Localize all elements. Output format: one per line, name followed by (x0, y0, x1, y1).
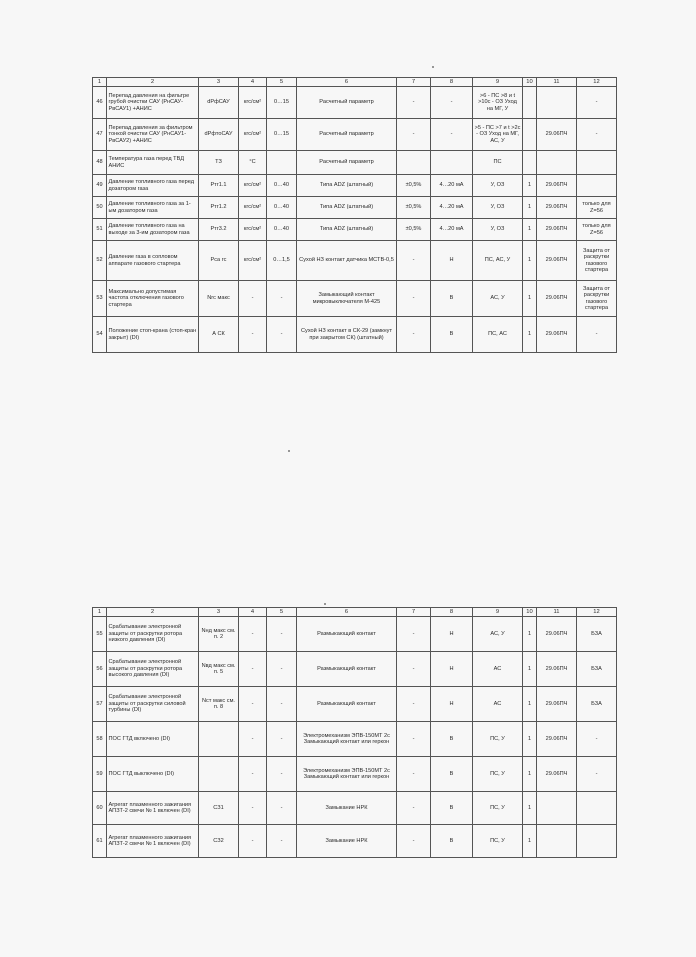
quantity: 1 (523, 825, 537, 858)
unit: - (239, 281, 267, 317)
quantity: 1 (523, 219, 537, 241)
alarm-action: >6 - ПС >8 и t >10с - ОЗ Уход на МГ, У (473, 87, 523, 119)
sensor-type: Типа ADZ (штатный) (297, 219, 397, 241)
document-ref: 29.06ПЧ (537, 317, 577, 353)
header-cell: 2 (107, 78, 199, 87)
unit: - (239, 722, 267, 757)
accuracy: ±0,5% (397, 197, 431, 219)
range: 0…15 (267, 119, 297, 151)
accuracy: - (397, 281, 431, 317)
unit: кгс/см² (239, 119, 267, 151)
document-ref: 29.06ПЧ (537, 119, 577, 151)
note: - (577, 757, 617, 792)
alarm-action: ПС, У (473, 792, 523, 825)
document-ref: 29.06ПЧ (537, 281, 577, 317)
header-cell: 12 (577, 608, 617, 617)
quantity (523, 151, 537, 175)
parameter-symbol: А СК (199, 317, 239, 353)
range: - (267, 317, 297, 353)
alarm-action: У, ОЗ (473, 175, 523, 197)
row-number: 59 (93, 757, 107, 792)
accuracy: - (397, 652, 431, 687)
parameter-name: Агрегат плазменного зажигания АПЗТ-2 свечи № 1 включен (DI) (107, 792, 199, 825)
sensor-type: Замыкающий контакт микровыключателя М-425 (297, 281, 397, 317)
accuracy: - (397, 757, 431, 792)
sensor-type: Электромеханизм ЭПВ-150МТ 2с Замыкающий контакт или геркон (297, 722, 397, 757)
range: - (267, 652, 297, 687)
table-header-row (93, 78, 617, 87)
signal (431, 151, 473, 175)
row-number: 48 (93, 151, 107, 175)
range: - (267, 757, 297, 792)
unit: кгс/см² (239, 241, 267, 281)
table-row (93, 281, 617, 317)
sensor-type: Типа ADZ (штатный) (297, 197, 397, 219)
alarm-action: ПС, У (473, 825, 523, 858)
parameter-symbol: Ртг1.2 (199, 197, 239, 219)
unit: - (239, 317, 267, 353)
table-row (93, 87, 617, 119)
document-ref (537, 792, 577, 825)
quantity (523, 119, 537, 151)
table-row (93, 652, 617, 687)
accuracy: - (397, 317, 431, 353)
table-row (93, 617, 617, 652)
document-ref (537, 151, 577, 175)
table-row (93, 792, 617, 825)
parameter-name: Давление топливного газа перед дозатором газа (107, 175, 199, 197)
note (577, 175, 617, 197)
header-cell: 7 (397, 608, 431, 617)
accuracy: - (397, 119, 431, 151)
range: 0…1,5 (267, 241, 297, 281)
unit: кгс/см² (239, 197, 267, 219)
header-cell: 9 (473, 78, 523, 87)
note: - (577, 317, 617, 353)
header-cell: 4 (239, 608, 267, 617)
alarm-action: У, ОЗ (473, 219, 523, 241)
parameter-symbol: Nвд макс см. п. 5 (199, 652, 239, 687)
signal: - (431, 119, 473, 151)
note (577, 792, 617, 825)
quantity: 1 (523, 197, 537, 219)
accuracy: - (397, 825, 431, 858)
unit: - (239, 825, 267, 858)
signal: Н (431, 652, 473, 687)
accuracy: - (397, 617, 431, 652)
parameter-name: Положение стоп-крана (стоп-кран закрыт) (DI) (107, 317, 199, 353)
note: БЗА (577, 652, 617, 687)
quantity: 1 (523, 652, 537, 687)
document-ref: 29.06ПЧ (537, 757, 577, 792)
alarm-action: АС (473, 687, 523, 722)
document-ref: 29.06ПЧ (537, 197, 577, 219)
table-row (93, 825, 617, 858)
quantity: 1 (523, 241, 537, 281)
parameter-name: Срабатывание электронной защиты от раскрутки силовой турбины (DI) (107, 687, 199, 722)
note: БЗА (577, 617, 617, 652)
alarm-action: ПС (473, 151, 523, 175)
table-row (93, 197, 617, 219)
range: - (267, 281, 297, 317)
sensor-type: Замыкание НРК (297, 792, 397, 825)
scan-speck (432, 66, 434, 68)
note: только для Z=56 (577, 197, 617, 219)
signal: Н (431, 617, 473, 652)
alarm-action: АС, У (473, 617, 523, 652)
range: - (267, 722, 297, 757)
accuracy: ±0,5% (397, 175, 431, 197)
signal: - (431, 87, 473, 119)
row-number: 51 (93, 219, 107, 241)
parameter-symbol: dPфтоСАУ (199, 119, 239, 151)
table-row (93, 722, 617, 757)
range (267, 151, 297, 175)
sensor-type: Размыкающий контакт (297, 687, 397, 722)
row-number: 47 (93, 119, 107, 151)
header-cell: 10 (523, 78, 537, 87)
alarm-action: У, ОЗ (473, 197, 523, 219)
unit: - (239, 652, 267, 687)
note: Защита от раскрутки газового стартера (577, 241, 617, 281)
range: - (267, 617, 297, 652)
quantity: 1 (523, 757, 537, 792)
parameter-name: ПОС ГТД включено (DI) (107, 722, 199, 757)
header-cell: 8 (431, 608, 473, 617)
signal: В (431, 317, 473, 353)
document-ref: 29.06ПЧ (537, 687, 577, 722)
table-row (93, 317, 617, 353)
row-number: 58 (93, 722, 107, 757)
accuracy: ±0,5% (397, 219, 431, 241)
header-cell: 1 (93, 608, 107, 617)
sensor-type: Сухой НЗ контакт датчика МСТВ-0,5 (297, 241, 397, 281)
unit: - (239, 617, 267, 652)
alarm-action: >5 - ПС >7 и t >2с - ОЗ Уход на МГ, АС, У (473, 119, 523, 151)
parameter-symbol: Nнд макс см. п. 2 (199, 617, 239, 652)
header-cell: 7 (397, 78, 431, 87)
parameter-name: Перепад давления на фильтре грубой очистки САУ (РнСАУ-РвСАУ1) +АНИС (107, 87, 199, 119)
quantity: 1 (523, 175, 537, 197)
signal: В (431, 722, 473, 757)
range: - (267, 687, 297, 722)
sensor-type: Размыкающий контакт (297, 652, 397, 687)
signal: Н (431, 687, 473, 722)
parameter-symbol: Nгс макс (199, 281, 239, 317)
table-row (93, 687, 617, 722)
row-number: 55 (93, 617, 107, 652)
document-ref: 29.06ПЧ (537, 617, 577, 652)
note: - (577, 119, 617, 151)
document-ref (537, 87, 577, 119)
header-cell: 3 (199, 608, 239, 617)
header-cell: 1 (93, 78, 107, 87)
parameter-name: ПОС ГТД выключено (DI) (107, 757, 199, 792)
parameters-table-bottom (92, 607, 617, 858)
signal: 4…20 мА (431, 197, 473, 219)
note: только для Z=56 (577, 219, 617, 241)
row-number: 53 (93, 281, 107, 317)
note: Защита от раскрутки газового стартера (577, 281, 617, 317)
range: 0…40 (267, 219, 297, 241)
signal: В (431, 281, 473, 317)
row-number: 57 (93, 687, 107, 722)
scan-speck (288, 450, 290, 452)
document-ref: 29.06ПЧ (537, 652, 577, 687)
note: БЗА (577, 687, 617, 722)
signal: В (431, 792, 473, 825)
quantity: 1 (523, 792, 537, 825)
row-number: 60 (93, 792, 107, 825)
parameter-symbol: ТЗ (199, 151, 239, 175)
range: - (267, 825, 297, 858)
document-ref: 29.06ПЧ (537, 219, 577, 241)
unit: кгс/см² (239, 219, 267, 241)
accuracy: - (397, 722, 431, 757)
alarm-action: ПС, АС, У (473, 241, 523, 281)
row-number: 46 (93, 87, 107, 119)
alarm-action: ПС, У (473, 757, 523, 792)
table-row (93, 119, 617, 151)
parameter-name: Перепад давления за фильтром тонкой очистки САУ (РнСАУ1-РвСАУ2) +АНИС (107, 119, 199, 151)
quantity (523, 87, 537, 119)
row-number: 56 (93, 652, 107, 687)
parameter-name: Срабатывание электронной защиты от раскрутки ротора низкого давления (DI) (107, 617, 199, 652)
unit: - (239, 792, 267, 825)
parameter-name: Давление газа в сопловом аппарате газового стартера (107, 241, 199, 281)
accuracy: - (397, 87, 431, 119)
header-cell: 2 (107, 608, 199, 617)
parameters-table-top (92, 77, 617, 353)
alarm-action: ПС, АС (473, 317, 523, 353)
signal: 4…20 мА (431, 219, 473, 241)
unit: - (239, 687, 267, 722)
accuracy: - (397, 792, 431, 825)
parameter-symbol: Ртг1.1 (199, 175, 239, 197)
note (577, 825, 617, 858)
parameter-name: Давление топливного газа за 1-ым дозатором газа (107, 197, 199, 219)
parameter-symbol: Рса гс (199, 241, 239, 281)
accuracy (397, 151, 431, 175)
quantity: 1 (523, 281, 537, 317)
sensor-type: Типа ADZ (штатный) (297, 175, 397, 197)
table-row (93, 219, 617, 241)
note: - (577, 87, 617, 119)
signal: В (431, 825, 473, 858)
parameter-name: Срабатывание электронной защиты от раскрутки ротора высокого давления (DI) (107, 652, 199, 687)
unit: кгс/см² (239, 87, 267, 119)
alarm-action: АС, У (473, 281, 523, 317)
document-ref: 29.06ПЧ (537, 175, 577, 197)
parameter-name: Максимально допустимая частота отключения газового стартера (107, 281, 199, 317)
parameter-name: Агрегат плазменного зажигания АПЗТ-2 свечи № 1 включен (DI) (107, 825, 199, 858)
document-ref: 29.06ПЧ (537, 241, 577, 281)
quantity: 1 (523, 687, 537, 722)
parameter-symbol (199, 722, 239, 757)
parameter-symbol: dPфСАУ (199, 87, 239, 119)
alarm-action: АС (473, 652, 523, 687)
unit: °С (239, 151, 267, 175)
header-cell: 10 (523, 608, 537, 617)
header-cell: 5 (267, 608, 297, 617)
quantity: 1 (523, 317, 537, 353)
table-row (93, 757, 617, 792)
parameter-symbol: Ртг3.2 (199, 219, 239, 241)
range: - (267, 792, 297, 825)
row-number: 54 (93, 317, 107, 353)
parameter-name: Давление топливного газа на выходе за 3-им дозатором газа (107, 219, 199, 241)
header-cell: 6 (297, 608, 397, 617)
signal: В (431, 757, 473, 792)
parameter-symbol: СЗ1 (199, 792, 239, 825)
sensor-type: Расчетный параметр (297, 87, 397, 119)
sensor-type: Замыкание НРК (297, 825, 397, 858)
sensor-type: Электромеханизм ЭПВ-150МТ 2с Замыкающий контакт или геркон (297, 757, 397, 792)
sensor-type: Расчетный параметр (297, 151, 397, 175)
row-number: 52 (93, 241, 107, 281)
range: 0…15 (267, 87, 297, 119)
parameter-symbol: СЗ2 (199, 825, 239, 858)
alarm-action: ПС, У (473, 722, 523, 757)
row-number: 49 (93, 175, 107, 197)
note: - (577, 722, 617, 757)
table-header-row (93, 608, 617, 617)
unit: кгс/см² (239, 175, 267, 197)
note (577, 151, 617, 175)
header-cell: 9 (473, 608, 523, 617)
range: 0…40 (267, 175, 297, 197)
signal: Н (431, 241, 473, 281)
accuracy: - (397, 687, 431, 722)
row-number: 50 (93, 197, 107, 219)
header-cell: 11 (537, 78, 577, 87)
quantity: 1 (523, 722, 537, 757)
accuracy: - (397, 241, 431, 281)
range: 0…40 (267, 197, 297, 219)
parameter-name: Температура газа перед ТВД АНИС (107, 151, 199, 175)
header-cell: 5 (267, 78, 297, 87)
parameter-symbol: Nст макс см. п. 8 (199, 687, 239, 722)
table-row (93, 241, 617, 281)
document-ref: 29.06ПЧ (537, 722, 577, 757)
unit: - (239, 757, 267, 792)
header-cell: 8 (431, 78, 473, 87)
header-cell: 4 (239, 78, 267, 87)
table-row (93, 151, 617, 175)
sensor-type: Расчетный параметр (297, 119, 397, 151)
header-cell: 11 (537, 608, 577, 617)
header-cell: 6 (297, 78, 397, 87)
row-number: 61 (93, 825, 107, 858)
parameter-symbol (199, 757, 239, 792)
table-row (93, 175, 617, 197)
signal: 4…20 мА (431, 175, 473, 197)
sensor-type: Размыкающий контакт (297, 617, 397, 652)
scan-speck (324, 603, 326, 605)
sensor-type: Сухой НЗ контакт в СК-29 (замкнут при закрытом СК) (штатный) (297, 317, 397, 353)
quantity: 1 (523, 617, 537, 652)
header-cell: 3 (199, 78, 239, 87)
document-ref (537, 825, 577, 858)
header-cell: 12 (577, 78, 617, 87)
